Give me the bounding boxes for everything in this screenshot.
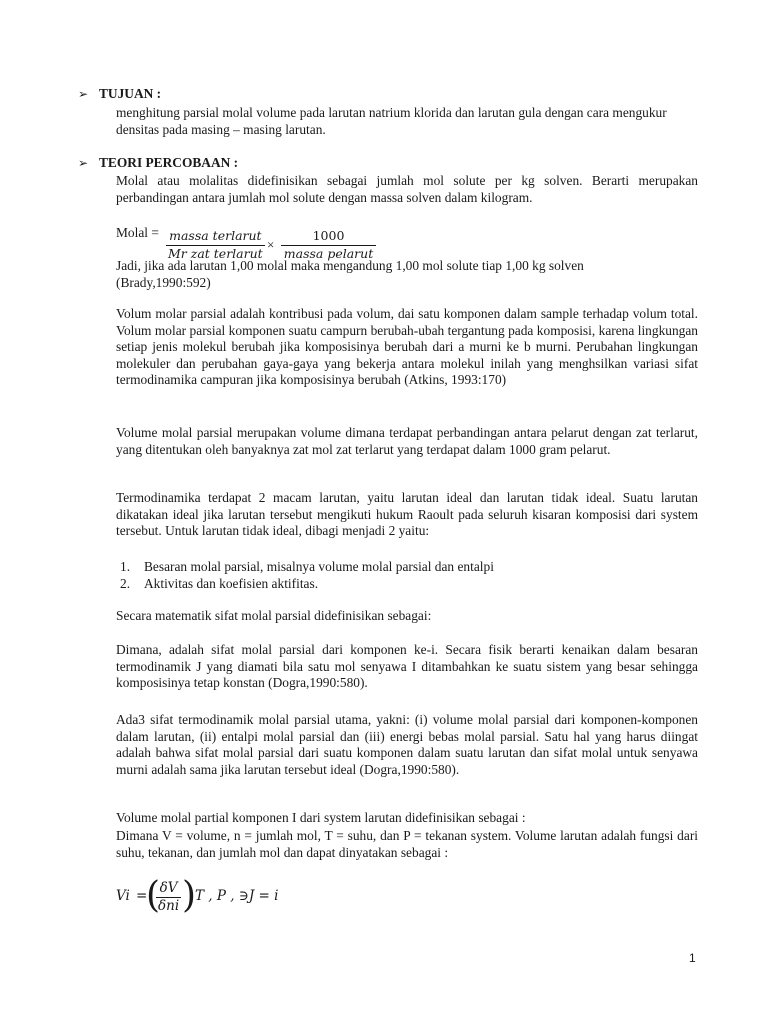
paragraph-jadi (116, 258, 698, 291)
equation-lhs: Vi (116, 888, 130, 904)
paragraph-volum-molar-parsial: Volum molar parsial adalah kontribusi pada volum, dai satu komponen dalam sample terhadap volum total. Volum molar parsial komponen suatu campurn berubah-ubah tergantung pada komposisi, karena lingkungan setiap jenis molekul berubah jika komposisinya berubah dari a murni ke b murni. Perubahan lingkungan molekuler dan perubahan gaya-gaya yang bekerja antara molekul inilah yang menghsilkan variasi sifat termodinamika campuran jika komposisinya berubah (Atkins, 1993:170) (116, 306, 698, 387)
molal-formula-label: Molal = (116, 225, 159, 240)
paragraph-termodinamika: Termodinamika terdapat 2 macam larutan, yaitu larutan ideal dan larutan tidak ideal. Suatu larutan dikatakan ideal jika larutan tersebut mengikuti hukum Raoult pada seluruh kisaran komposisi dari system tersebut. Untuk larutan tidak ideal, dibagi menjadi 2 yaitu: (116, 490, 698, 538)
equation-denominator: δni (158, 897, 180, 914)
fraction-denominator: massa pelarut (281, 245, 376, 263)
paragraph-secara-matematik: Secara matematik sifat molal parsial didefinisikan sebagai: (116, 608, 432, 623)
times-sign: × (267, 237, 275, 252)
fraction-numerator: massa terlarut (169, 228, 262, 243)
fraction-1000-massa-pelarut (281, 228, 376, 262)
paragraph-volume-molal-parsial: Volume molal parsial merupakan volume dimana terdapat perbandingan antara pelarut dengan zat terlarut, yang ditentukan oleh banyaknya zat mol zat terlarut yang terdapat dalam 1000 gram pelarut. (116, 425, 698, 457)
paragraph-dimana-v: Dimana V = volume, n = jumlah mol, T = suhu, dan P = tekanan system. Volume larutan adalah fungsi dari suhu, tekanan, dan jumlah mol dan dapat dinyatakan sebagai : (116, 828, 698, 860)
list-item (120, 576, 318, 593)
arrow-bullet-icon: ➢ (78, 156, 89, 170)
list-item-text: Besaran molal parsial, misalnya volume molal parsial dan entalpi (144, 559, 494, 574)
equation-fraction (156, 880, 181, 914)
tujuan-text: menghitung parsial molal volume pada larutan natrium klorida dan larutan gula dengan cara mengukur densitas pada masing – masing larutan. (116, 105, 667, 137)
heading-teori-percobaan (78, 155, 238, 172)
paragraph-jadi-line1: Jadi, jika ada larutan 1,00 molal maka mengandung 1,00 mol solute tiap 1,00 kg solven (116, 258, 584, 273)
fraction-massa-terlarut (166, 228, 265, 262)
fraction-numerator: 1000 (312, 228, 345, 243)
left-paren-icon: ( (146, 875, 161, 916)
paragraph-molal-definition: Molal atau molalitas didefinisikan sebagai jumlah mol solute per kg solven. Berarti merupakan perbandingan antara jumlah mol solute dengan massa solven dalam kilogram. (116, 173, 698, 205)
list-item (120, 559, 494, 576)
right-paren-icon: ) (182, 875, 197, 916)
paragraph-volume-molal-partial: Volume molal partial komponen I dari system larutan didefinisikan sebagai : (116, 810, 526, 825)
paragraph-dimana: Dimana, adalah sifat molal parsial dari komponen ke-i. Secara fisik berarti kenaikan dalam besaran termodinamik J yang diamati bila satu mol senyawa I ditambahkan ke suatu sistem yang besar sehingga komposisinya tetap konstan (Dogra,1990:580). (116, 642, 698, 690)
list-item-number: 1. (120, 559, 131, 574)
heading-tujuan-text: TUJUAN : (99, 86, 162, 101)
heading-tujuan (78, 86, 161, 103)
list-item-number: 2. (120, 576, 131, 591)
page-number: 1 (689, 951, 696, 965)
equation-equals: = (136, 888, 148, 904)
list-item-text: Aktivitas dan koefisien aktifitas. (144, 576, 319, 591)
arrow-bullet-icon: ➢ (78, 87, 89, 101)
fraction-denominator: Mr zat terlarut (168, 245, 263, 261)
equation-rest: T , P , ∋J = i (195, 888, 279, 904)
heading-teori-text: TEORI PERCOBAAN : (99, 155, 239, 170)
equation-numerator: δV (159, 880, 178, 896)
paragraph-sifat-termodinamik: Ada3 sifat termodinamik molal parsial utama, yakni: (i) volume molal parsial dari komponen-komponen dalam larutan, (ii) entalpi molal parsial dan (iii) energi bebas molal parsial. Satu hal yang harus diingat adalah bahwa sifat molal parsial dari suatu komponen dalam suatu larutan dan sifat molal untuk senyawa murni adalah sama jika larutan tersebut ideal (Dogra,1990:580). (116, 712, 698, 777)
paragraph-jadi-line2: (Brady,1990:592) (116, 274, 211, 290)
